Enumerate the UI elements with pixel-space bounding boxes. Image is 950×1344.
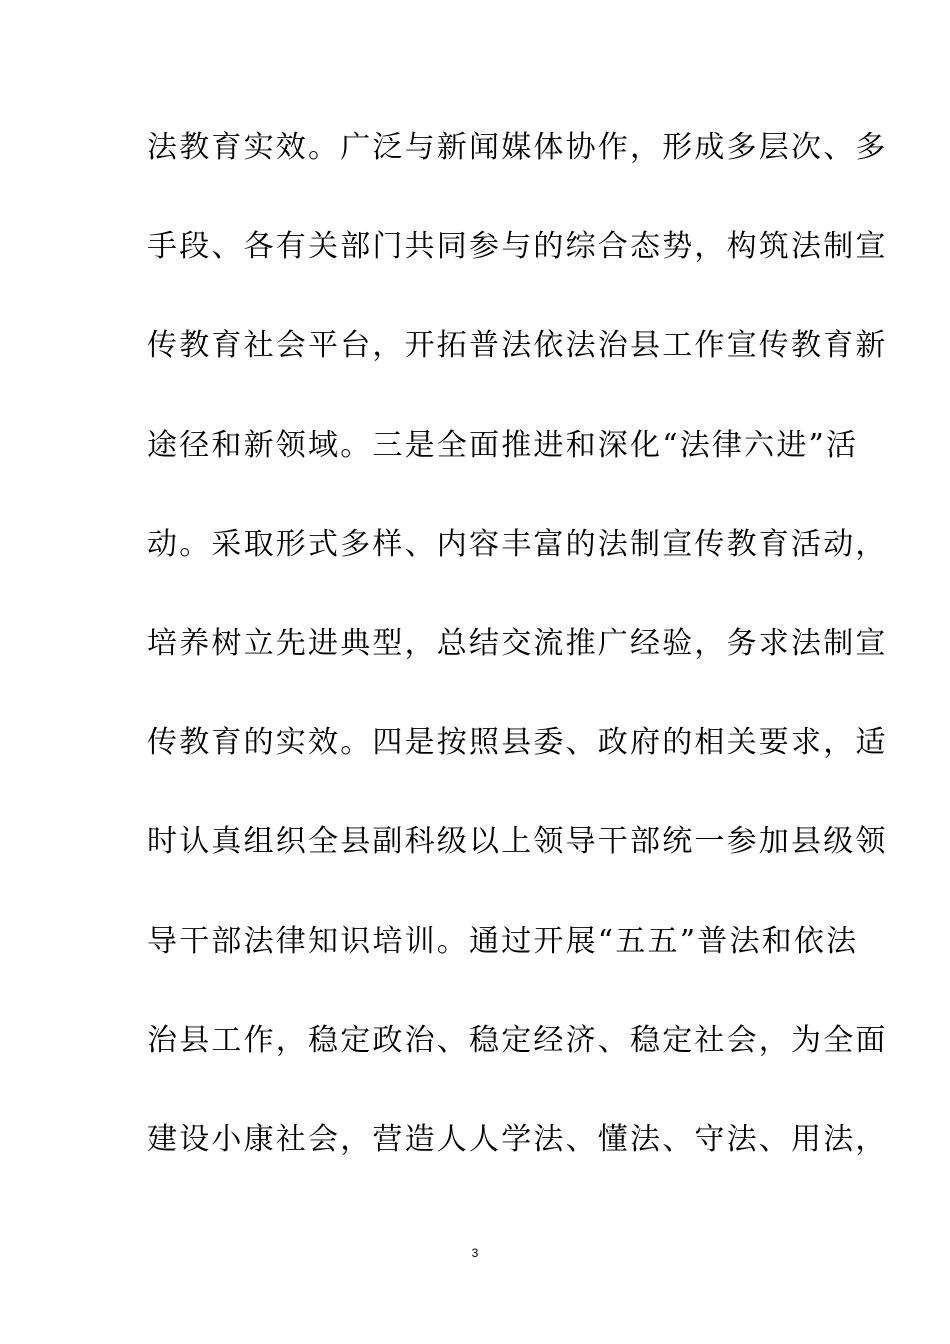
text-line-11: 建设小康社会，营造人人学法、懂法、守法、用法， <box>147 1121 888 1157</box>
text-line-1: 法教育实效。广泛与新闻媒体协作，形成多层次、多 <box>147 130 888 165</box>
text-line-7: 传教育的实效。四是按照县委、政府的相关要求，适 <box>147 725 888 761</box>
text-line-2: 手段、各有关部门共同参与的综合态势，构筑法制宣 <box>147 229 888 265</box>
text-line-9: 导干部法律知识培训。通过开展“五五”普法和依法 <box>147 923 859 959</box>
text-line-10: 治县工作，稳定政治、稳定经济、稳定社会，为全面 <box>147 1022 888 1058</box>
text-line-5: 动。采取形式多样、内容丰富的法制宣传教育活动， <box>147 526 888 562</box>
text-line-6: 培养树立先进典型，总结交流推广经验，务求法制宣 <box>147 625 888 661</box>
body-text <box>147 128 888 1219</box>
text-line-4: 途径和新领域。三是全面推进和深化“法律六进”活 <box>147 427 859 463</box>
text-line-3: 传教育社会平台，开拓普法依法治县工作宣传教育新 <box>147 328 888 364</box>
text-line-8: 时认真组织全县副科级以上领导干部统一参加县级领 <box>147 824 888 860</box>
page-number: 3 <box>471 1246 479 1260</box>
